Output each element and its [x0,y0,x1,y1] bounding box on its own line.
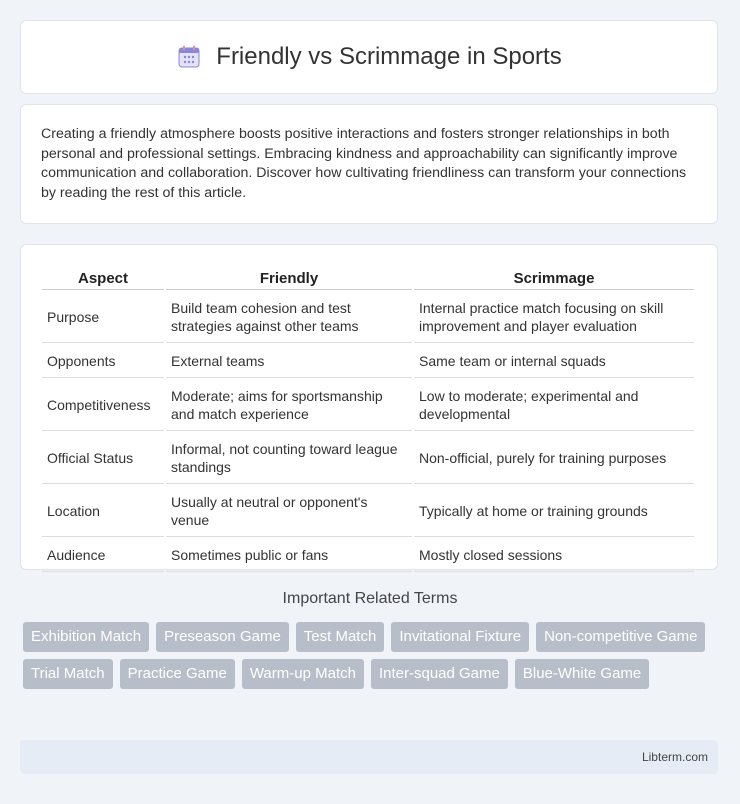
related-terms-list [23,622,723,696]
table-row [42,292,694,343]
table-row [42,433,694,484]
calendar-icon [176,44,202,70]
table-cell: Same team or internal squads [414,345,694,378]
table-cell: Moderate; aims for sportsmanship and match experience [166,380,412,431]
column-header: Friendly [166,264,412,290]
related-terms-title: Important Related Terms [282,590,458,607]
footer [20,740,718,774]
intro-text: Creating a friendly atmosphere boosts positive interactions and fosters stronger relationships in both personal and professional settings. Embracing kindness and approachability can significantly improve communication and collaboration. Discover how cultivating friendliness can transform your connections by reading the rest of this article. [41,126,687,201]
table-cell: Mostly closed sessions [414,539,694,572]
intro-card [20,104,718,224]
table-cell: Typically at home or training grounds [414,486,694,537]
table-row [42,380,694,431]
related-term-tag[interactable]: Practice Game [120,659,235,689]
table-cell: Official Status [42,433,164,484]
table-cell: Low to moderate; experimental and developmental [414,380,694,431]
table-cell: Opponents [42,345,164,378]
table-cell: Build team cohesion and test strategies against other teams [166,292,412,343]
related-term-tag[interactable]: Warm-up Match [242,659,364,689]
comparison-card [20,244,718,570]
table-cell: Usually at neutral or opponent's venue [166,486,412,537]
footer-link[interactable]: Libterm.com [641,750,708,764]
related-term-tag[interactable]: Invitational Fixture [391,622,529,652]
table-cell: Audience [42,539,164,572]
page-title: Friendly vs Scrimmage in Sports [216,43,562,70]
comparison-table [40,262,696,574]
related-term-tag[interactable]: Blue-White Game [515,659,649,689]
table-cell: Internal practice match focusing on skill improvement and player evaluation [414,292,694,343]
column-header: Scrimmage [414,264,694,290]
table-cell: Non-official, purely for training purposes [414,433,694,484]
table-header-row [42,264,694,290]
table-row [42,539,694,572]
page-header [20,20,718,94]
column-header: Aspect [42,264,164,290]
related-term-tag[interactable]: Exhibition Match [23,622,149,652]
related-term-tag[interactable]: Test Match [296,622,385,652]
related-term-tag[interactable]: Preseason Game [156,622,289,652]
table-cell: Purpose [42,292,164,343]
table-cell: Location [42,486,164,537]
table-cell: Informal, not counting toward league standings [166,433,412,484]
table-row [42,486,694,537]
related-term-tag[interactable]: Non-competitive Game [536,622,705,652]
table-cell: Sometimes public or fans [166,539,412,572]
table-cell: External teams [166,345,412,378]
table-cell: Competitiveness [42,380,164,431]
related-term-tag[interactable]: Trial Match [23,659,113,689]
related-term-tag[interactable]: Inter-squad Game [371,659,508,689]
table-row [42,345,694,378]
